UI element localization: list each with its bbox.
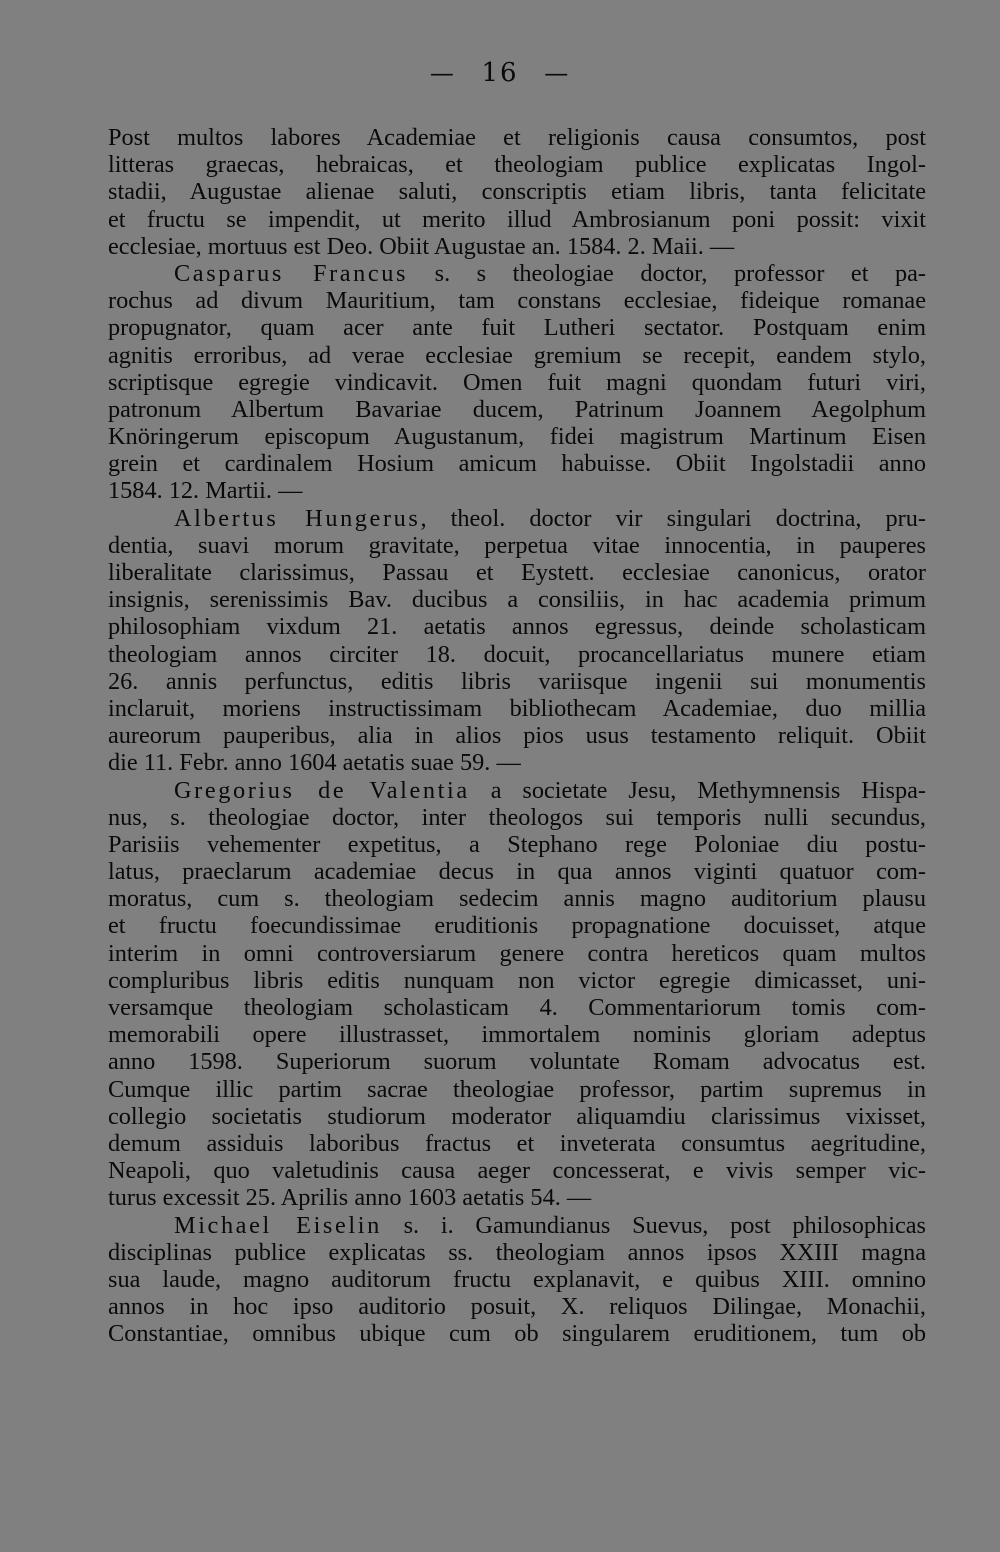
person-name: Casparus Francus	[174, 259, 409, 287]
text-line: liberalitate clarissimus, Passau et Eystett. ecclesiae canonicus, orator	[108, 559, 926, 586]
text-line: rochus ad divum Mauritium, tam constans ecclesiae, fideique romanae	[108, 287, 926, 315]
paragraph	[108, 1212, 926, 1348]
person-name: Gregorius de Valentia	[174, 776, 470, 804]
text-line	[108, 1212, 926, 1239]
text-line: aureorum pauperibus, alia in alios pios usus testamento reliquit. Obiit	[108, 722, 926, 750]
body-text	[108, 124, 926, 1347]
page-header	[0, 58, 1000, 88]
header-dash-right: —	[544, 59, 571, 87]
header-dash-left: —	[429, 59, 456, 87]
text-line-rest: s. i. Gamundianus Suevus, post philosophicas	[381, 1211, 926, 1239]
text-line: grein et cardinalem Hosium amicum habuisse. Obiit Ingolstadii anno	[108, 450, 926, 478]
text-line: et fructu se impendit, ut merito illud Ambrosianum poni possit: vixit	[108, 205, 926, 233]
text-line: moratus, cum s. theologiam sedecim annis magno auditorium plausu	[108, 885, 926, 913]
text-line: Constantiae, omnibus ubique cum ob singularem eruditionem, tum ob	[108, 1320, 926, 1348]
text-line: inclaruit, moriens instructissimam bibliothecam Academiae, duo millia	[108, 694, 926, 722]
text-line	[108, 505, 926, 532]
text-line: nus, s. theologiae doctor, inter theologos sui temporis nulli secundus,	[108, 803, 926, 831]
paragraph	[108, 505, 926, 777]
text-line: Neapoli, quo valetudinis causa aeger concesserat, e vivis semper vic-	[108, 1157, 926, 1185]
person-name: Michael Eiselin	[174, 1211, 382, 1239]
text-line: demum assiduis laboribus fractus et inveterata consumtus aegritudine,	[108, 1129, 926, 1157]
text-line: sua laude, magno auditorum fructu explanavit, e quibus XIII. omnino	[108, 1265, 926, 1293]
text-line: insignis, serenissimis Bav. ducibus a consiliis, in hac academia primum	[108, 586, 926, 614]
text-line: propugnator, quam acer ante fuit Lutheri sectator. Postquam enim	[108, 314, 926, 342]
text-line: Cumque illic partim sacrae theologiae professor, partim supremus in	[108, 1075, 926, 1103]
text-line: patronum Albertum Bavariae ducem, Patrinum Joannem Aegolphum	[108, 395, 926, 423]
text-line	[108, 260, 926, 287]
text-line: stadii, Augustae alienae saluti, conscriptis etiam libris, tanta felicitate	[108, 178, 926, 206]
text-line: memorabili opere illustrasset, immortalem nominis gloriam adeptus	[108, 1021, 926, 1049]
text-line: compluribus libris editis nunquam non victor egregie dimicasset, uni-	[108, 966, 926, 994]
text-line: Parisiis vehementer expetitus, a Stephano rege Poloniae diu postu-	[108, 830, 926, 858]
text-line: ecclesiae, mortuus est Deo. Obiit Augustae an. 1584. 2. Maii. —	[108, 232, 735, 260]
text-line: turus excessit 25. Aprilis anno 1603 aetatis 54. —	[108, 1184, 592, 1212]
text-line: dentia, suavi morum gravitate, perpetua vitae innocentia, in pauperes	[108, 531, 926, 559]
paragraph	[108, 260, 926, 505]
text-line: philosophiam vixdum 21. aetatis annos egressus, deinde scholasticam	[108, 613, 926, 641]
text-line: 26. annis perfunctus, editis libris variisque ingenii sui monumentis	[108, 667, 926, 695]
text-line: collegio societatis studiorum moderator aliquamdiu clarissimus vixisset,	[108, 1102, 926, 1130]
text-line: et fructu foecundissimae eruditionis propagnatione docuisset, atque	[108, 912, 926, 940]
text-line: versamque theologiam scholasticam 4. Commentariorum tomis com-	[108, 994, 926, 1021]
text-line-rest: , theol. doctor vir singulari doctrina, pru-	[420, 504, 926, 532]
person-name: Albertus Hungerus	[174, 504, 421, 532]
text-line: disciplinas publice explicatas ss. theologiam annos ipsos XXIII magna	[108, 1238, 926, 1266]
text-line: die 11. Febr. anno 1604 aetatis suae 59. —	[108, 749, 521, 777]
text-line: Post multos labores Academiae et religionis causa consumtos, post	[108, 124, 926, 151]
text-line: 1584. 12. Martii. —	[108, 477, 303, 505]
paragraph	[108, 124, 926, 260]
text-line: agnitis erroribus, ad verae ecclesiae gremium se recepit, eandem stylo,	[108, 341, 926, 369]
text-line: scriptisque egregie vindicavit. Omen fuit magni quondam futuri viri,	[108, 368, 926, 396]
text-line: interim in omni controversiarum genere contra hereticos quam multos	[108, 939, 926, 967]
text-line	[108, 777, 926, 804]
text-line-rest: s. s theologiae doctor, professor et pa-	[408, 259, 926, 287]
text-line: latus, praeclarum academiae decus in qua annos viginti quatuor com-	[108, 858, 926, 886]
text-line: litteras graecas, hebraicas, et theologiam publice explicatas Ingol-	[108, 151, 926, 179]
paragraph	[108, 777, 926, 1212]
page-number: 16	[481, 58, 519, 88]
text-line-rest: a societate Jesu, Methymnensis Hispa-	[469, 776, 926, 804]
text-line: annos in hoc ipso auditorio posuit, X. reliquos Dilingae, Monachii,	[108, 1293, 926, 1321]
text-line: Knöringerum episcopum Augustanum, fidei magistrum Martinum Eisen	[108, 423, 926, 451]
text-line: theologiam annos circiter 18. docuit, procancellariatus munere etiam	[108, 640, 926, 668]
text-line: anno 1598. Superiorum suorum voluntate Romam advocatus est.	[108, 1048, 926, 1076]
